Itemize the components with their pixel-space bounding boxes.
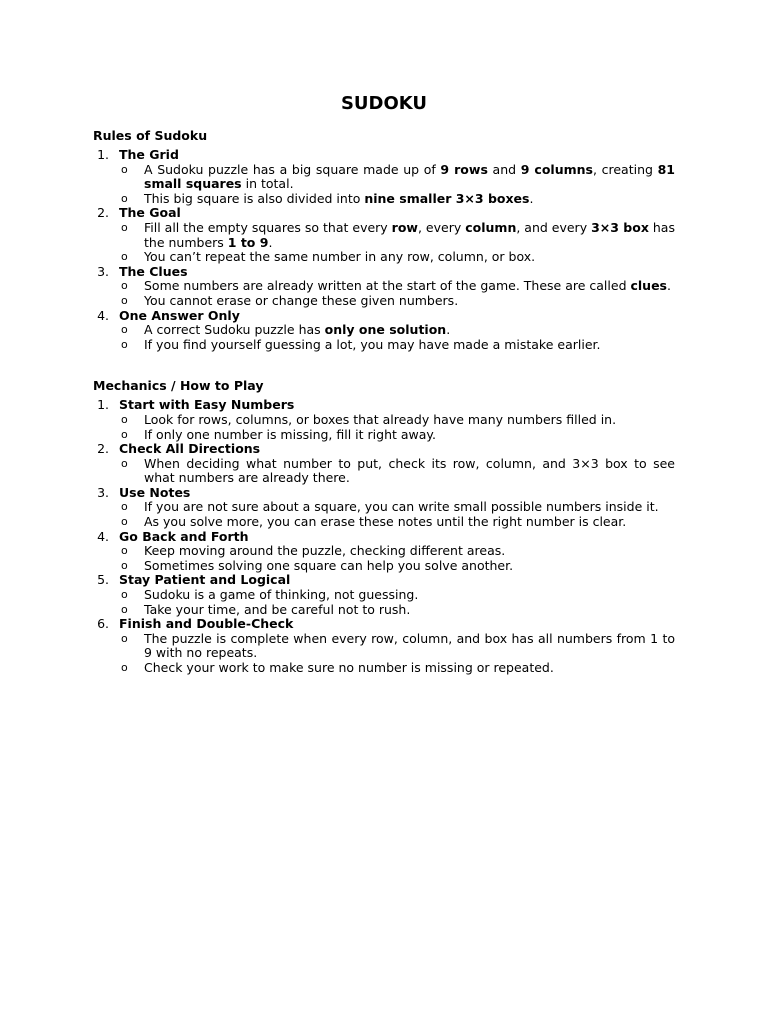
item-title: Check All Directions <box>119 441 261 457</box>
text: Fill all the empty squares so that every <box>144 219 392 235</box>
bullet-item <box>119 457 675 486</box>
document-title: SUDOKU <box>340 93 428 114</box>
list-item <box>93 309 675 353</box>
bullet-list <box>119 588 675 617</box>
bullet-list <box>119 544 675 573</box>
bullet-icon: o <box>121 279 128 293</box>
text: This big square is also divided into <box>144 190 365 206</box>
bullet-list <box>119 457 675 486</box>
bullet-icon: o <box>121 427 128 441</box>
bullet-item <box>119 294 675 309</box>
text: . <box>667 278 671 294</box>
bullet-item <box>119 603 675 618</box>
document-page <box>93 92 675 676</box>
text: You can’t repeat the same number in any row, column, or box. <box>144 249 536 265</box>
bullet-item <box>119 413 675 428</box>
section-heading: Rules of Sudoku <box>93 128 208 143</box>
text: Keep moving around the puzzle, checking different areas. <box>144 543 506 559</box>
list-item <box>93 442 675 486</box>
bullet-icon: o <box>121 588 128 602</box>
bullet-item <box>119 221 675 250</box>
item-number: 5. <box>97 572 109 588</box>
numbered-list <box>93 398 675 675</box>
text: The puzzle is complete when every row, column, and box has all numbers from 1 to 9 with no repeats. <box>144 630 675 661</box>
bullet-icon: o <box>121 631 128 645</box>
item-number: 4. <box>97 307 109 323</box>
bullet-list <box>119 279 675 308</box>
bullet-item <box>119 515 675 530</box>
bold-text: row <box>391 219 418 235</box>
bullet-icon: o <box>121 191 128 205</box>
bullet-list <box>119 632 675 676</box>
bullet-icon: o <box>121 412 128 426</box>
bullet-item <box>119 163 675 192</box>
section <box>93 378 675 675</box>
bold-text: column <box>465 219 517 235</box>
list-item <box>93 617 675 675</box>
text: If you find yourself guessing a lot, you may have made a mistake earlier. <box>144 336 601 352</box>
item-number: 6. <box>97 616 109 632</box>
text: . <box>529 190 534 206</box>
bullet-icon: o <box>121 515 128 529</box>
text: Some numbers are already written at the start of the game. These are called <box>144 278 631 294</box>
bullet-icon: o <box>121 323 128 337</box>
text: and <box>487 161 521 177</box>
list-item <box>93 573 675 617</box>
bold-text: nine smaller 3×3 boxes <box>364 190 530 206</box>
bullet-icon: o <box>121 500 128 514</box>
bold-text: 9 columns <box>520 161 593 177</box>
bullet-item <box>119 588 675 603</box>
text: If you are not sure about a square, you can write small possible numbers inside it. <box>144 499 659 515</box>
bullet-item <box>119 338 675 353</box>
bullet-item <box>119 632 675 661</box>
item-title: The Goal <box>119 205 181 221</box>
bullet-item <box>119 428 675 443</box>
bullet-icon: o <box>121 602 128 616</box>
bullet-item <box>119 323 675 338</box>
text: in total. <box>241 176 294 192</box>
item-number: 4. <box>97 528 109 544</box>
item-title: Use Notes <box>119 484 191 500</box>
text: You cannot erase or change these given numbers. <box>144 292 459 308</box>
numbered-list <box>93 148 675 352</box>
item-number: 2. <box>97 205 109 221</box>
list-item <box>93 148 675 206</box>
text: A Sudoku puzzle has a big square made up of <box>144 161 441 177</box>
text: , creating <box>592 161 658 177</box>
text: has the numbers <box>144 219 675 250</box>
bullet-item <box>119 250 675 265</box>
item-number: 3. <box>97 263 109 279</box>
text: Check your work to make sure no number is missing or repeated. <box>144 660 554 675</box>
text: Sudoku is a game of thinking, not guessing. <box>144 587 419 603</box>
bullet-icon: o <box>121 293 128 307</box>
bullet-item <box>119 279 675 294</box>
bold-text: clues <box>630 278 667 294</box>
bullet-icon: o <box>121 250 128 264</box>
bullet-icon: o <box>121 162 128 176</box>
bullet-icon: o <box>121 220 128 234</box>
text: A correct Sudoku puzzle has <box>144 322 325 338</box>
text: Look for rows, columns, or boxes that already have many numbers filled in. <box>144 411 617 427</box>
bold-text: 1 to 9 <box>227 234 269 250</box>
bullet-icon: o <box>121 661 128 674</box>
item-number: 2. <box>97 441 109 457</box>
bold-text: only one solution <box>324 322 447 338</box>
text: If only one number is missing, fill it right away. <box>144 426 436 442</box>
bullet-item <box>119 192 675 207</box>
bullet-icon: o <box>121 456 128 470</box>
item-title: Stay Patient and Logical <box>119 572 291 588</box>
item-title: Start with Easy Numbers <box>119 397 295 413</box>
bold-text: 3×3 box <box>591 219 649 235</box>
bullet-item <box>119 559 675 574</box>
bullet-list <box>119 500 675 529</box>
item-title: The Clues <box>119 263 188 279</box>
bold-text: 9 rows <box>440 161 488 177</box>
bullet-icon: o <box>121 337 128 351</box>
section <box>93 128 675 352</box>
list-item <box>93 530 675 574</box>
bullet-list <box>119 413 675 442</box>
bullet-icon: o <box>121 544 128 558</box>
item-title: The Grid <box>119 147 179 162</box>
list-item <box>93 206 675 264</box>
item-title: Go Back and Forth <box>119 528 249 544</box>
bullet-list <box>119 323 675 352</box>
section-heading: Mechanics / How to Play <box>93 378 264 394</box>
bullet-item <box>119 544 675 559</box>
text: As you solve more, you can erase these notes until the right number is clear. <box>144 514 627 530</box>
item-number: 1. <box>97 397 109 413</box>
bullet-icon: o <box>121 558 128 572</box>
bullet-item <box>119 661 675 676</box>
text: When deciding what number to put, check its row, column, and 3×3 box to see what numbers are already there. <box>144 455 675 486</box>
item-number: 3. <box>97 484 109 500</box>
bullet-list <box>119 221 675 265</box>
list-item <box>93 486 675 530</box>
text: . <box>268 234 273 250</box>
list-item <box>93 398 675 442</box>
list-item <box>93 265 675 309</box>
bullet-item <box>119 500 675 515</box>
text: Sometimes solving one square can help you solve another. <box>144 557 514 573</box>
text: , and every <box>516 219 592 235</box>
text: . <box>446 322 451 338</box>
item-number: 1. <box>97 147 109 162</box>
item-title: Finish and Double-Check <box>119 616 294 632</box>
sections-container <box>93 128 675 676</box>
bullet-list <box>119 163 675 207</box>
item-title: One Answer Only <box>119 307 240 323</box>
text: Take your time, and be careful not to rush. <box>144 601 411 617</box>
text: , every <box>417 219 466 235</box>
bold-text: 81 small squares <box>144 161 675 192</box>
